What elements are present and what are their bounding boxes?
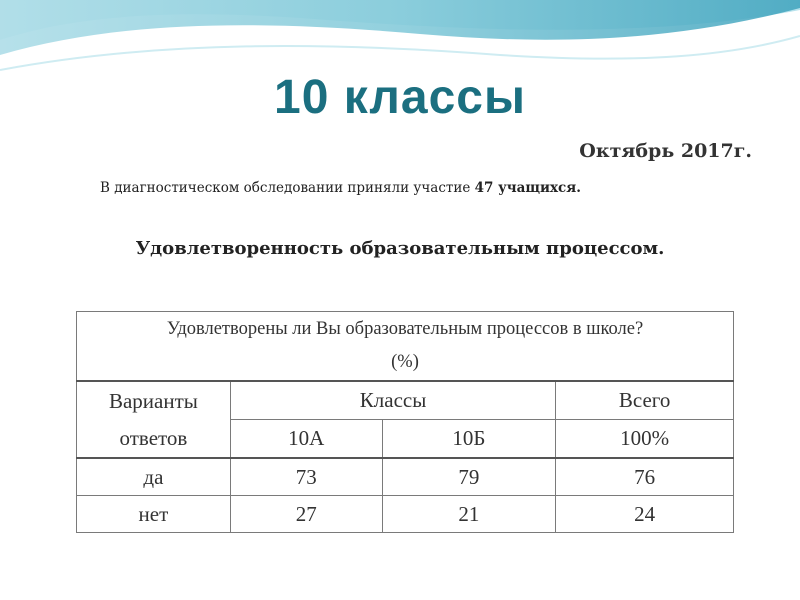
class-10a-header: 10А bbox=[230, 420, 382, 459]
question-text: Удовлетворены ли Вы образовательным процессов в школе? bbox=[166, 319, 644, 339]
classes-header: Классы bbox=[230, 381, 555, 420]
answer-cell: нет bbox=[77, 496, 231, 533]
value-10b-cell: 79 bbox=[382, 458, 556, 496]
total-header: Всего bbox=[556, 381, 734, 420]
total-percent-header: 100% bbox=[556, 420, 734, 459]
participation-info bbox=[100, 180, 581, 196]
class-10b-header: 10Б bbox=[382, 420, 556, 459]
question-row bbox=[77, 312, 734, 382]
answer-cell: да bbox=[77, 458, 231, 496]
section-heading: Удовлетворенность образовательным процессом. bbox=[135, 238, 665, 259]
value-10b-cell: 21 bbox=[382, 496, 556, 533]
value-total-cell: 76 bbox=[556, 458, 734, 496]
table-row bbox=[77, 496, 734, 533]
survey-results-table bbox=[76, 311, 734, 533]
slide-title: 10 классы bbox=[274, 71, 526, 124]
participant-count: 47 учащихся. bbox=[474, 180, 581, 196]
question-cell bbox=[77, 312, 734, 382]
participation-text: В диагностическом обследовании приняли участие bbox=[100, 180, 475, 196]
unit-text: (%) bbox=[391, 352, 419, 372]
header-row bbox=[77, 381, 734, 420]
value-10a-cell: 27 bbox=[230, 496, 382, 533]
survey-date: Октябрь 2017г. bbox=[579, 140, 752, 162]
value-total-cell: 24 bbox=[556, 496, 734, 533]
value-10a-cell: 73 bbox=[230, 458, 382, 496]
answers-header: Варианты ответов bbox=[77, 381, 231, 458]
table-row bbox=[77, 458, 734, 496]
